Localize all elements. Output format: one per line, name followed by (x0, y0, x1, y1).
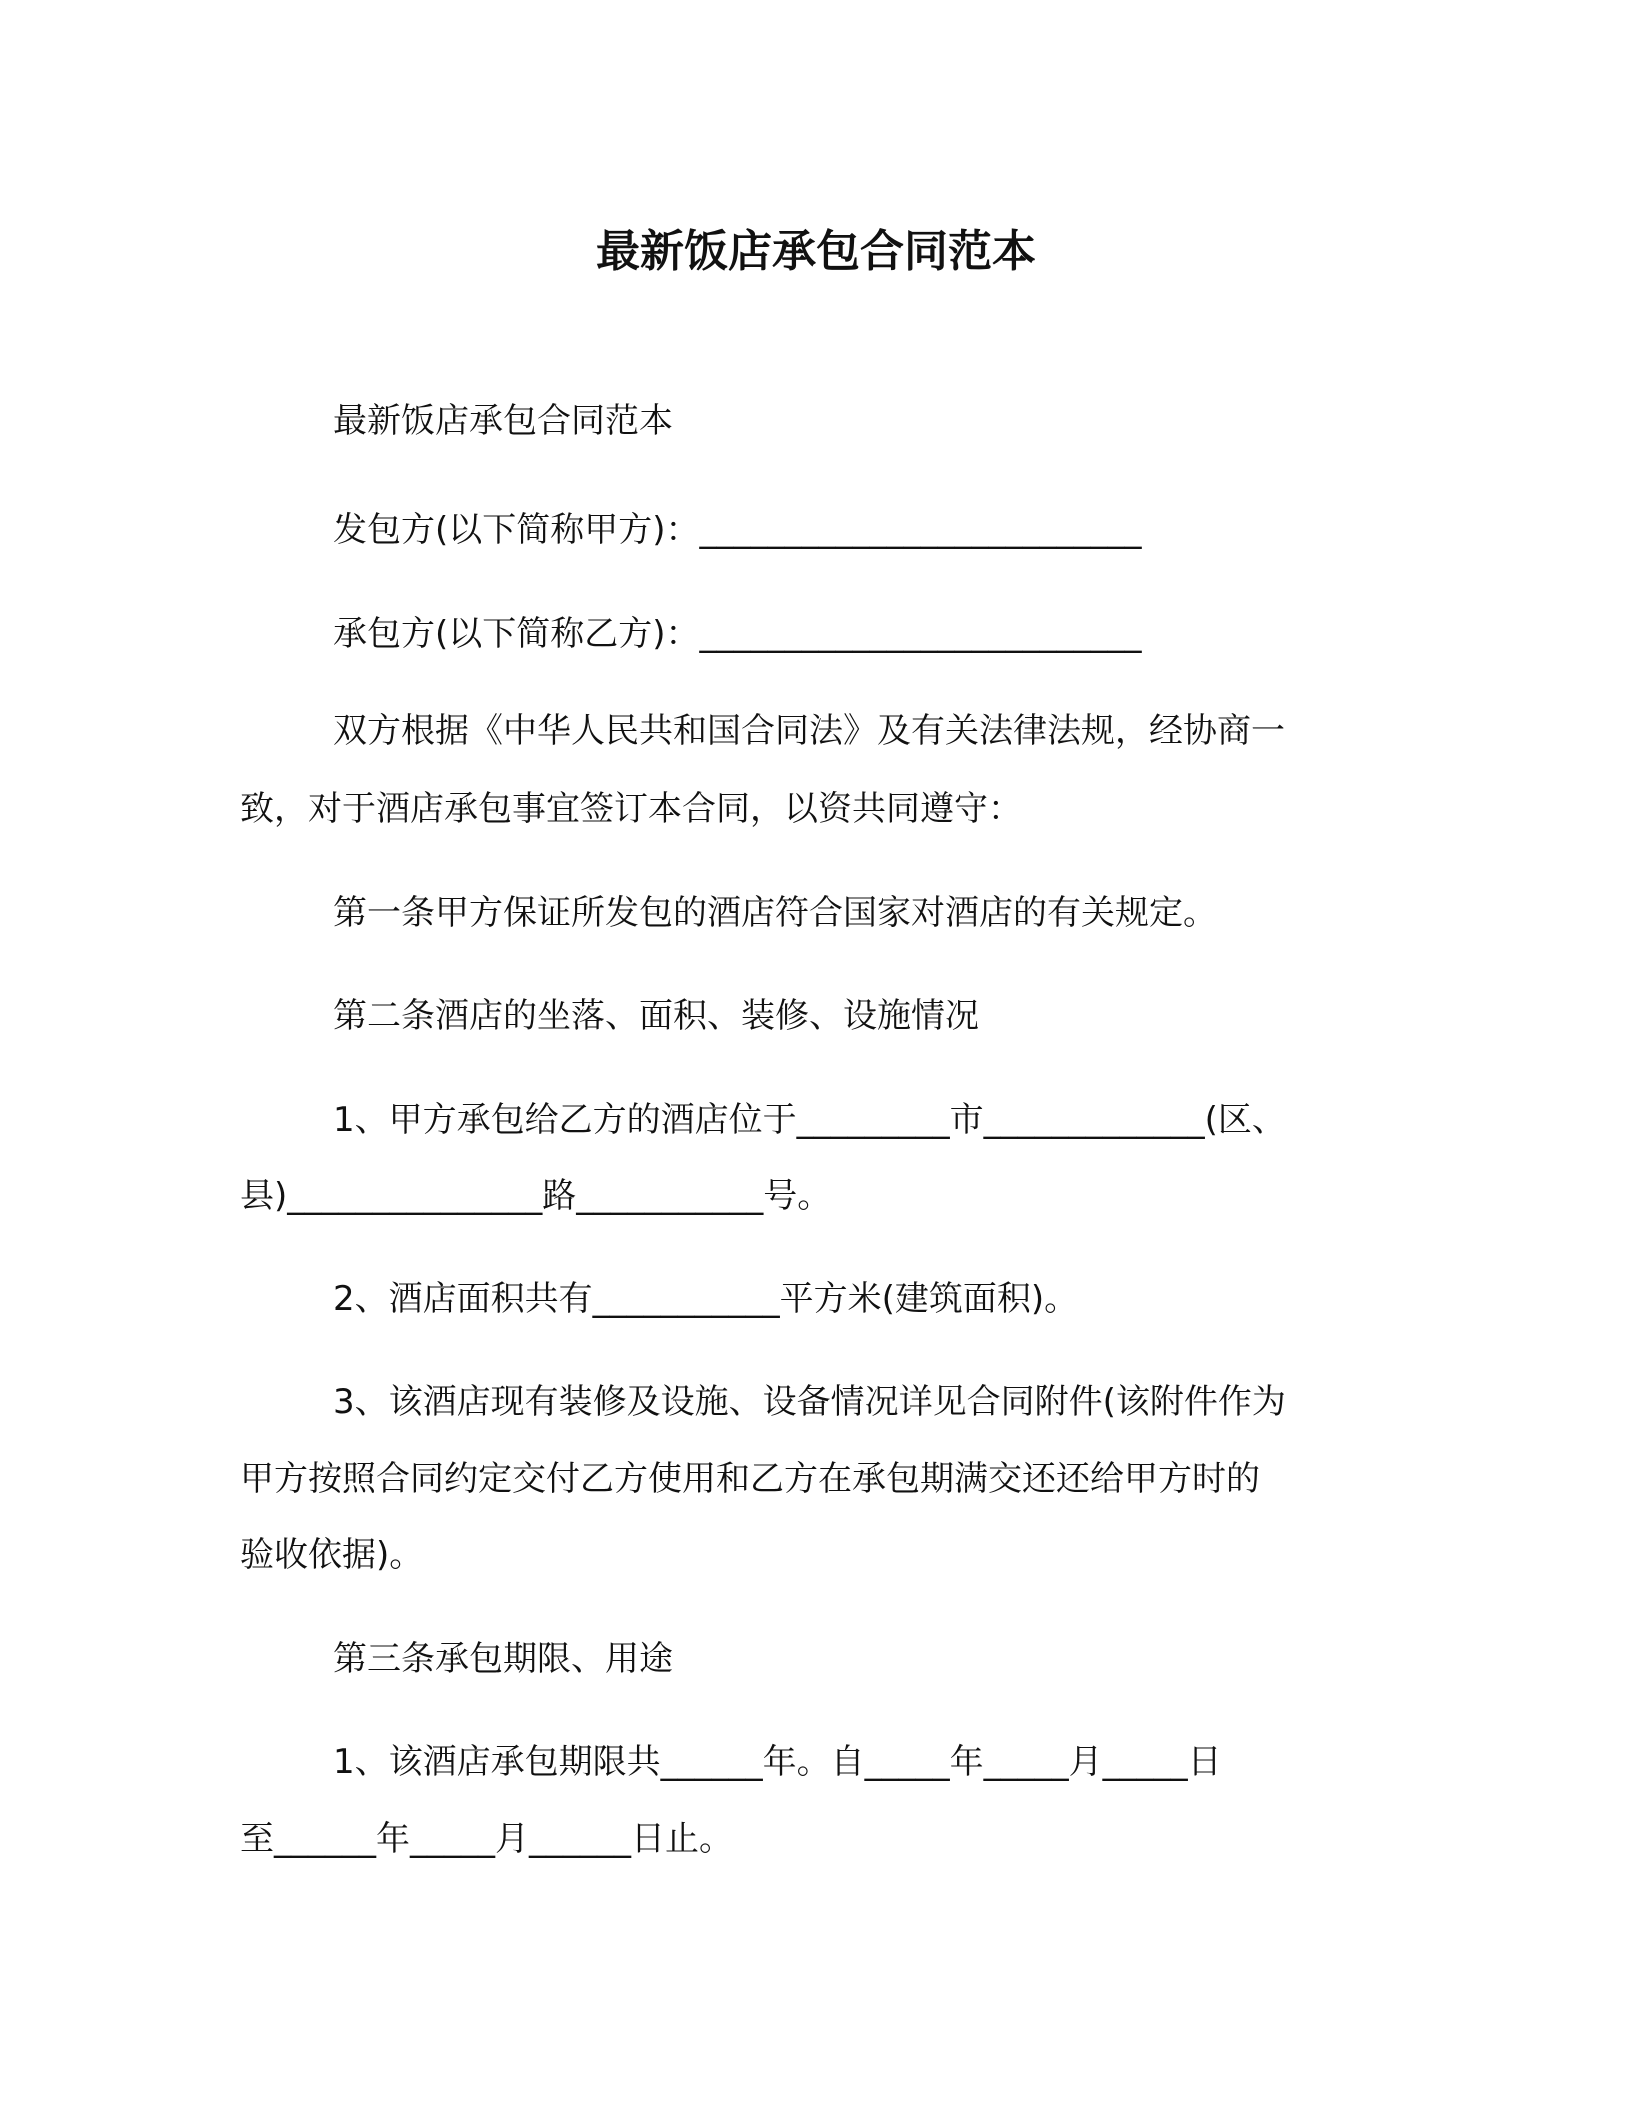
party-a-line: 发包方(以下简称甲方)：__________________________ (333, 510, 1142, 550)
article-2-item-3-line-1: 3、该酒店现有装修及设施、设备情况详见合同附件(该附件作为 (333, 1382, 1286, 1422)
preamble-line-1: 双方根据《中华人民共和国合同法》及有关法律法规，经协商一 (333, 711, 1285, 751)
article-3-item-1-line-1: 1、该酒店承包期限共______年。自_____年_____月_____日 (333, 1742, 1222, 1782)
article-2-item-1-line-1: 1、甲方承包给乙方的酒店位于_________市_____________(区、 (333, 1100, 1286, 1140)
article-2-item-3-line-2: 甲方按照合同约定交付乙方使用和乙方在承包期满交还还给甲方时的 (240, 1459, 1260, 1499)
article-1-line: 第一条甲方保证所发包的酒店符合国家对酒店的有关规定。 (333, 893, 1217, 933)
preamble-line-2: 致，对于酒店承包事宜签订本合同，以资共同遵守： (240, 789, 1022, 829)
subtitle-line: 最新饭店承包合同范本 (333, 401, 673, 441)
article-2-item-1-line-2: 县)_______________路___________号。 (240, 1176, 832, 1216)
article-3-item-1-line-2: 至______年_____月______日止。 (240, 1819, 733, 1859)
party-b-line: 承包方(以下简称乙方)：__________________________ (333, 614, 1142, 654)
document-title: 最新饭店承包合同范本 (596, 226, 1036, 277)
article-2-heading: 第二条酒店的坐落、面积、装修、设施情况 (333, 996, 979, 1036)
article-3-heading: 第三条承包期限、用途 (333, 1639, 673, 1679)
article-2-item-3-line-3: 验收依据)。 (240, 1535, 424, 1575)
article-2-item-2-line: 2、酒店面积共有___________平方米(建筑面积)。 (333, 1279, 1079, 1319)
